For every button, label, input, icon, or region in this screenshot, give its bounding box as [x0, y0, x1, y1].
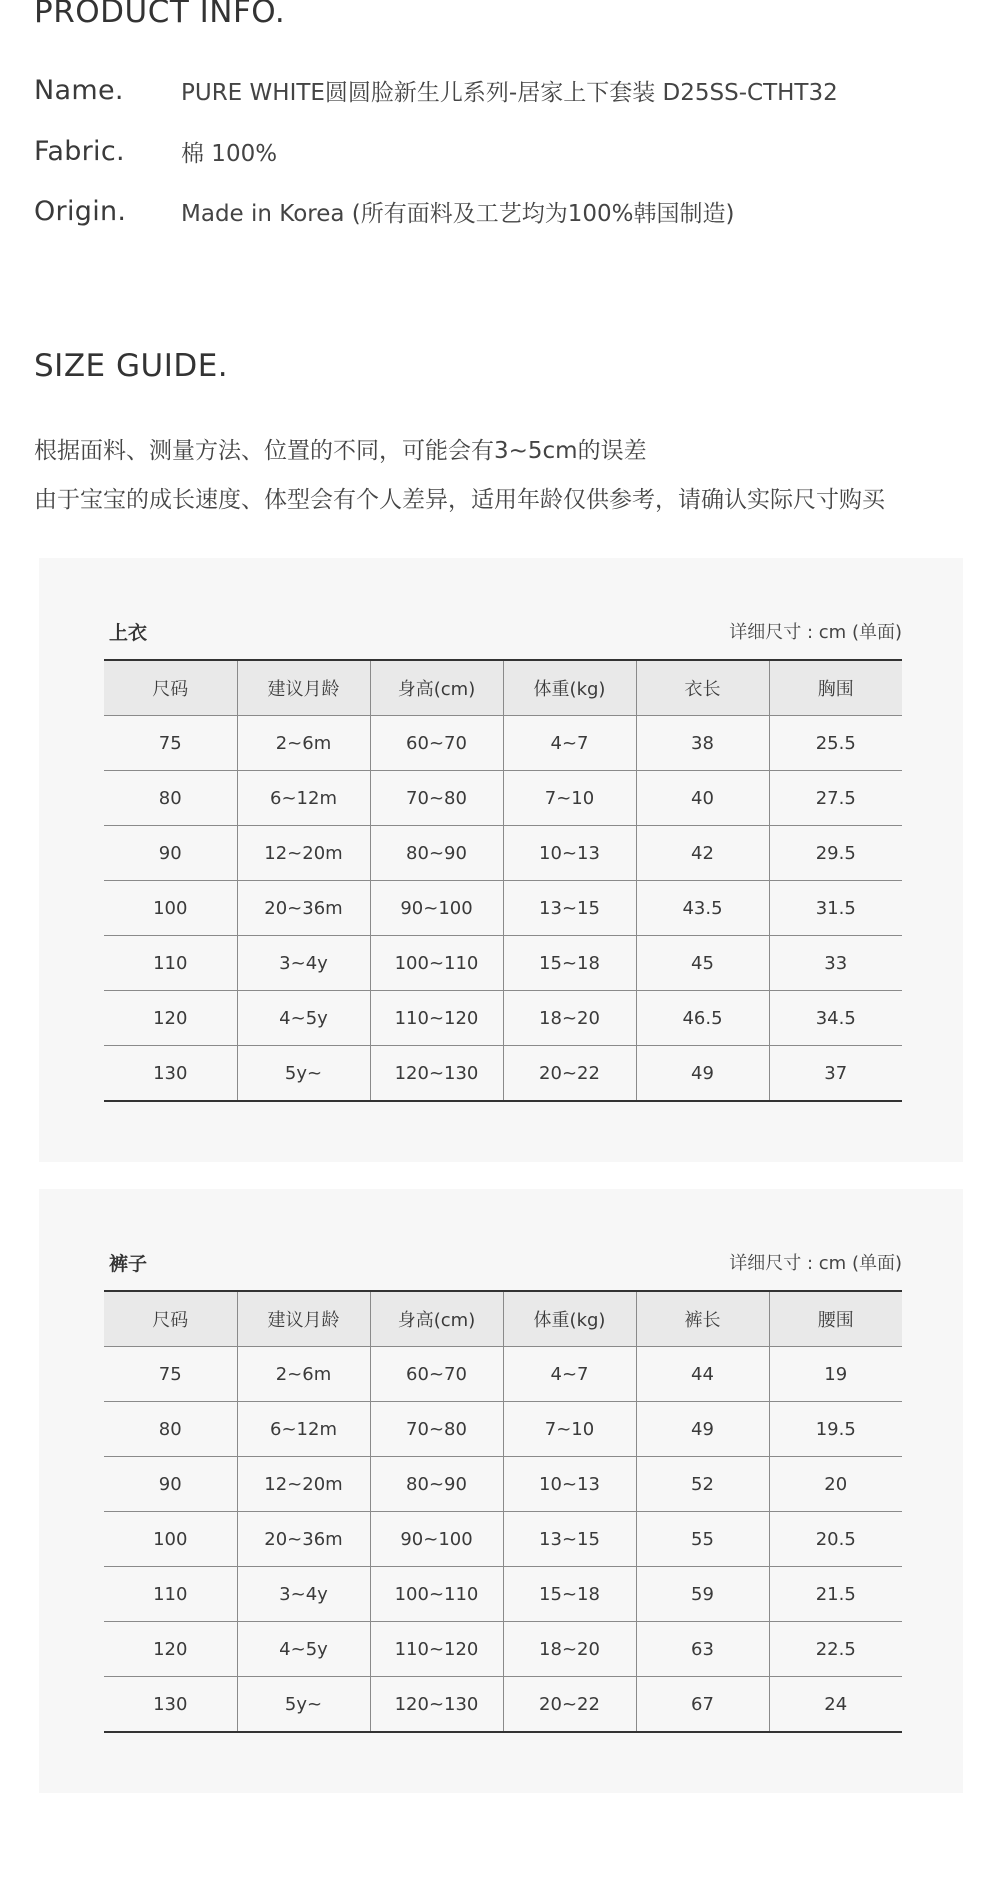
- table-cell: 75: [104, 1347, 237, 1402]
- table-row: [104, 1512, 902, 1567]
- table-cell: 10~13: [503, 826, 636, 881]
- table-cell: 7~10: [503, 1402, 636, 1457]
- pants-table-title: 裤子: [109, 1253, 148, 1275]
- table-cell: 4~5y: [237, 991, 370, 1046]
- table-cell: 90: [104, 1457, 237, 1512]
- table-cell: 80: [104, 771, 237, 826]
- pants-size-panel: [39, 1189, 963, 1793]
- info-label-origin: Origin.: [34, 195, 127, 227]
- table-cell: 80~90: [370, 826, 503, 881]
- table-cell: 45: [636, 936, 769, 991]
- table-cell: 110~120: [370, 991, 503, 1046]
- table-row: [104, 1347, 902, 1402]
- table-cell: 90~100: [370, 881, 503, 936]
- table-cell: 67: [636, 1677, 769, 1733]
- table-cell: 29.5: [769, 826, 902, 881]
- column-header: 建议月龄: [237, 660, 370, 716]
- table-cell: 70~80: [370, 771, 503, 826]
- table-cell: 19: [769, 1347, 902, 1402]
- info-row-fabric: [34, 131, 277, 171]
- column-header: 尺码: [104, 1291, 237, 1347]
- table-cell: 55: [636, 1512, 769, 1567]
- table-row: [104, 881, 902, 936]
- table-cell: 120: [104, 991, 237, 1046]
- table-row: [104, 991, 902, 1046]
- table-cell: 63: [636, 1622, 769, 1677]
- table-cell: 80: [104, 1402, 237, 1457]
- table-cell: 33: [769, 936, 902, 991]
- table-cell: 59: [636, 1567, 769, 1622]
- table-cell: 7~10: [503, 771, 636, 826]
- table-cell: 4~7: [503, 1347, 636, 1402]
- column-header: 身高(cm): [370, 1291, 503, 1347]
- table-cell: 3~4y: [237, 936, 370, 991]
- table-cell: 38: [636, 716, 769, 771]
- table-cell: 60~70: [370, 1347, 503, 1402]
- table-cell: 15~18: [503, 1567, 636, 1622]
- table-row: [104, 1567, 902, 1622]
- table-cell: 75: [104, 716, 237, 771]
- table-cell: 49: [636, 1402, 769, 1457]
- table-row: [104, 1046, 902, 1102]
- table-header-row: [104, 660, 902, 716]
- table-cell: 44: [636, 1347, 769, 1402]
- size-note-2: 由于宝宝的成长速度、体型会有个人差异，适用年龄仅供参考，请确认实际尺寸购买: [34, 487, 885, 513]
- table-cell: 110~120: [370, 1622, 503, 1677]
- table-cell: 25.5: [769, 716, 902, 771]
- product-info-title: PRODUCT INFO.: [34, 0, 286, 30]
- info-value-name: PURE WHITE圆圆脸新生儿系列-居家上下套装 D25SS-CTHT32: [181, 79, 838, 106]
- pants-size-table: [104, 1290, 902, 1733]
- table-cell: 70~80: [370, 1402, 503, 1457]
- table-cell: 20: [769, 1457, 902, 1512]
- size-note-1: 根据面料、测量方法、位置的不同，可能会有3~5cm的误差: [34, 438, 647, 464]
- table-row: [104, 716, 902, 771]
- table-row: [104, 936, 902, 991]
- info-value-origin: Made in Korea (所有面料及工艺均为100%韩国制造): [181, 200, 735, 227]
- pants-table-unit: 详细尺寸 : cm (单面): [729, 1253, 902, 1274]
- table-cell: 5y~: [237, 1677, 370, 1733]
- table-cell: 37: [769, 1046, 902, 1102]
- table-row: [104, 1622, 902, 1677]
- table-cell: 3~4y: [237, 1567, 370, 1622]
- table-cell: 2~6m: [237, 716, 370, 771]
- column-header: 建议月龄: [237, 1291, 370, 1347]
- table-cell: 20.5: [769, 1512, 902, 1567]
- table-cell: 20~22: [503, 1677, 636, 1733]
- table-row: [104, 1677, 902, 1733]
- table-cell: 18~20: [503, 991, 636, 1046]
- table-cell: 13~15: [503, 881, 636, 936]
- table-cell: 100~110: [370, 936, 503, 991]
- info-value-fabric: 棉 100%: [181, 140, 278, 167]
- top-table-unit: 详细尺寸 : cm (单面): [729, 622, 902, 643]
- table-cell: 13~15: [503, 1512, 636, 1567]
- table-cell: 52: [636, 1457, 769, 1512]
- table-cell: 110: [104, 936, 237, 991]
- table-cell: 22.5: [769, 1622, 902, 1677]
- column-header: 裤长: [636, 1291, 769, 1347]
- table-cell: 42: [636, 826, 769, 881]
- table-cell: 15~18: [503, 936, 636, 991]
- table-cell: 20~36m: [237, 881, 370, 936]
- table-cell: 34.5: [769, 991, 902, 1046]
- table-cell: 100~110: [370, 1567, 503, 1622]
- size-guide-title: SIZE GUIDE.: [34, 348, 229, 384]
- column-header: 胸围: [769, 660, 902, 716]
- column-header: 身高(cm): [370, 660, 503, 716]
- table-row: [104, 1457, 902, 1512]
- table-cell: 100: [104, 881, 237, 936]
- column-header: 体重(kg): [503, 1291, 636, 1347]
- table-cell: 120~130: [370, 1046, 503, 1102]
- table-header-row: [104, 1291, 902, 1347]
- table-cell: 110: [104, 1567, 237, 1622]
- table-cell: 4~5y: [237, 1622, 370, 1677]
- table-cell: 27.5: [769, 771, 902, 826]
- table-cell: 46.5: [636, 991, 769, 1046]
- table-cell: 90~100: [370, 1512, 503, 1567]
- table-cell: 60~70: [370, 716, 503, 771]
- table-cell: 19.5: [769, 1402, 902, 1457]
- table-cell: 4~7: [503, 716, 636, 771]
- table-cell: 120~130: [370, 1677, 503, 1733]
- table-row: [104, 826, 902, 881]
- table-cell: 120: [104, 1622, 237, 1677]
- table-cell: 5y~: [237, 1046, 370, 1102]
- table-cell: 40: [636, 771, 769, 826]
- table-cell: 6~12m: [237, 1402, 370, 1457]
- column-header: 尺码: [104, 660, 237, 716]
- table-cell: 21.5: [769, 1567, 902, 1622]
- info-row-origin: [34, 191, 735, 231]
- table-cell: 31.5: [769, 881, 902, 936]
- top-size-table: [104, 659, 902, 1102]
- table-cell: 90: [104, 826, 237, 881]
- table-row: [104, 1402, 902, 1457]
- top-table-title: 上衣: [109, 622, 148, 644]
- table-cell: 6~12m: [237, 771, 370, 826]
- table-cell: 12~20m: [237, 1457, 370, 1512]
- table-cell: 43.5: [636, 881, 769, 936]
- table-cell: 10~13: [503, 1457, 636, 1512]
- table-cell: 18~20: [503, 1622, 636, 1677]
- info-row-name: [34, 70, 838, 110]
- table-cell: 80~90: [370, 1457, 503, 1512]
- table-cell: 2~6m: [237, 1347, 370, 1402]
- table-cell: 20~22: [503, 1046, 636, 1102]
- top-size-panel: [39, 558, 963, 1162]
- info-label-name: Name.: [34, 74, 124, 106]
- column-header: 体重(kg): [503, 660, 636, 716]
- table-row: [104, 771, 902, 826]
- table-cell: 130: [104, 1046, 237, 1102]
- table-cell: 20~36m: [237, 1512, 370, 1567]
- column-header: 衣长: [636, 660, 769, 716]
- table-cell: 12~20m: [237, 826, 370, 881]
- table-cell: 24: [769, 1677, 902, 1733]
- info-label-fabric: Fabric.: [34, 135, 125, 167]
- table-cell: 100: [104, 1512, 237, 1567]
- table-cell: 130: [104, 1677, 237, 1733]
- table-cell: 49: [636, 1046, 769, 1102]
- column-header: 腰围: [769, 1291, 902, 1347]
